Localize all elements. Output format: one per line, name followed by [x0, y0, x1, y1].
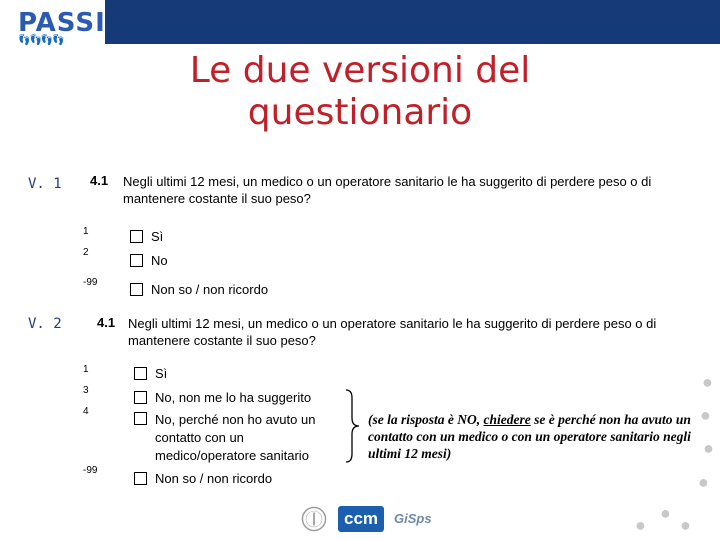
gisps-logo: GiSps	[394, 511, 432, 526]
version-2-label: V. 2	[28, 316, 62, 332]
footprint-decoration-icon: ●	[703, 438, 714, 458]
v1-question-number: 4.1	[90, 173, 109, 188]
header-bar	[105, 0, 720, 44]
footprint-decoration-icon: ●	[680, 515, 691, 535]
v2-option-non-so-label: Non so / non ricordo	[155, 471, 273, 486]
v2-code-99: -99	[83, 465, 98, 476]
footprint-decoration-icon: ●	[660, 503, 671, 523]
footprint-decoration-icon: ●	[698, 472, 709, 492]
passi-logo	[8, 4, 106, 46]
footprint-decoration-icon: ●	[702, 372, 713, 392]
v2-option-no-suggerito-label: No, non me lo ha suggerito	[155, 390, 312, 405]
checkbox-icon[interactable]	[134, 367, 147, 380]
ccm-logo: ccm	[338, 506, 384, 532]
v2-question-number: 4.1	[97, 315, 116, 330]
logo-text: PASSI	[18, 8, 106, 38]
v1-option-si-label: Sì	[151, 229, 164, 244]
v1-code-1: 1	[83, 226, 89, 237]
v2-question-text: Negli ultimi 12 mesi, un medico o un operatore sanitario le ha suggerito di perdere peso o di mantenere costante il suo peso?	[128, 316, 657, 348]
note-prefix: (se la risposta è NO,	[368, 412, 484, 427]
v1-option-no[interactable]	[130, 253, 168, 268]
v1-option-non-so-label: Non so / non ricordo	[151, 282, 269, 297]
v1-question-text: Negli ultimi 12 mesi, un medico o un operatore sanitario le ha suggerito di perdere peso o di mantenere costante il suo peso?	[123, 174, 652, 206]
v2-code-4: 4	[83, 406, 89, 417]
v2-code-1: 1	[83, 364, 89, 375]
v1-code-2: 2	[83, 247, 89, 258]
checkbox-icon[interactable]	[134, 391, 147, 404]
v2-option-si-label: Sì	[155, 366, 168, 381]
checkbox-icon[interactable]	[130, 283, 143, 296]
note-underlined: chiedere	[483, 412, 531, 427]
checkbox-icon[interactable]	[130, 254, 143, 267]
checkbox-icon[interactable]	[130, 230, 143, 243]
v1-option-si[interactable]	[130, 229, 163, 244]
v2-option-non-so[interactable]	[134, 471, 272, 486]
checkbox-icon[interactable]	[134, 472, 147, 485]
v1-option-no-label: No	[151, 253, 168, 268]
v2-option-no-suggerito[interactable]	[134, 390, 311, 405]
instruction-note	[368, 411, 698, 462]
v1-option-non-so[interactable]	[130, 282, 268, 297]
v1-code-99: -99	[83, 277, 98, 288]
footprint-decoration-icon: ●	[635, 515, 646, 535]
checkbox-icon[interactable]	[134, 412, 147, 425]
footprints-icon: 👣👣👣👣	[18, 35, 64, 46]
note-suffix: se è perché non ha avuto un contatto con un medico o con un operatore sanitario negli ultimi 12 mesi)	[368, 412, 691, 461]
v2-code-3: 3	[83, 385, 89, 396]
v2-option-no-contatto-label: No, perché non ho avuto un contatto con un medico/operatore sanitario	[155, 412, 316, 463]
curly-brace-icon	[342, 388, 362, 464]
v2-option-si[interactable]	[134, 366, 167, 381]
footprint-decoration-icon: ●	[700, 405, 711, 425]
page-title: Le due versioni del questionario	[189, 50, 531, 133]
version-1-label: V. 1	[28, 176, 62, 192]
institute-seal-icon	[296, 506, 332, 532]
v2-option-no-contatto[interactable]	[134, 411, 334, 465]
